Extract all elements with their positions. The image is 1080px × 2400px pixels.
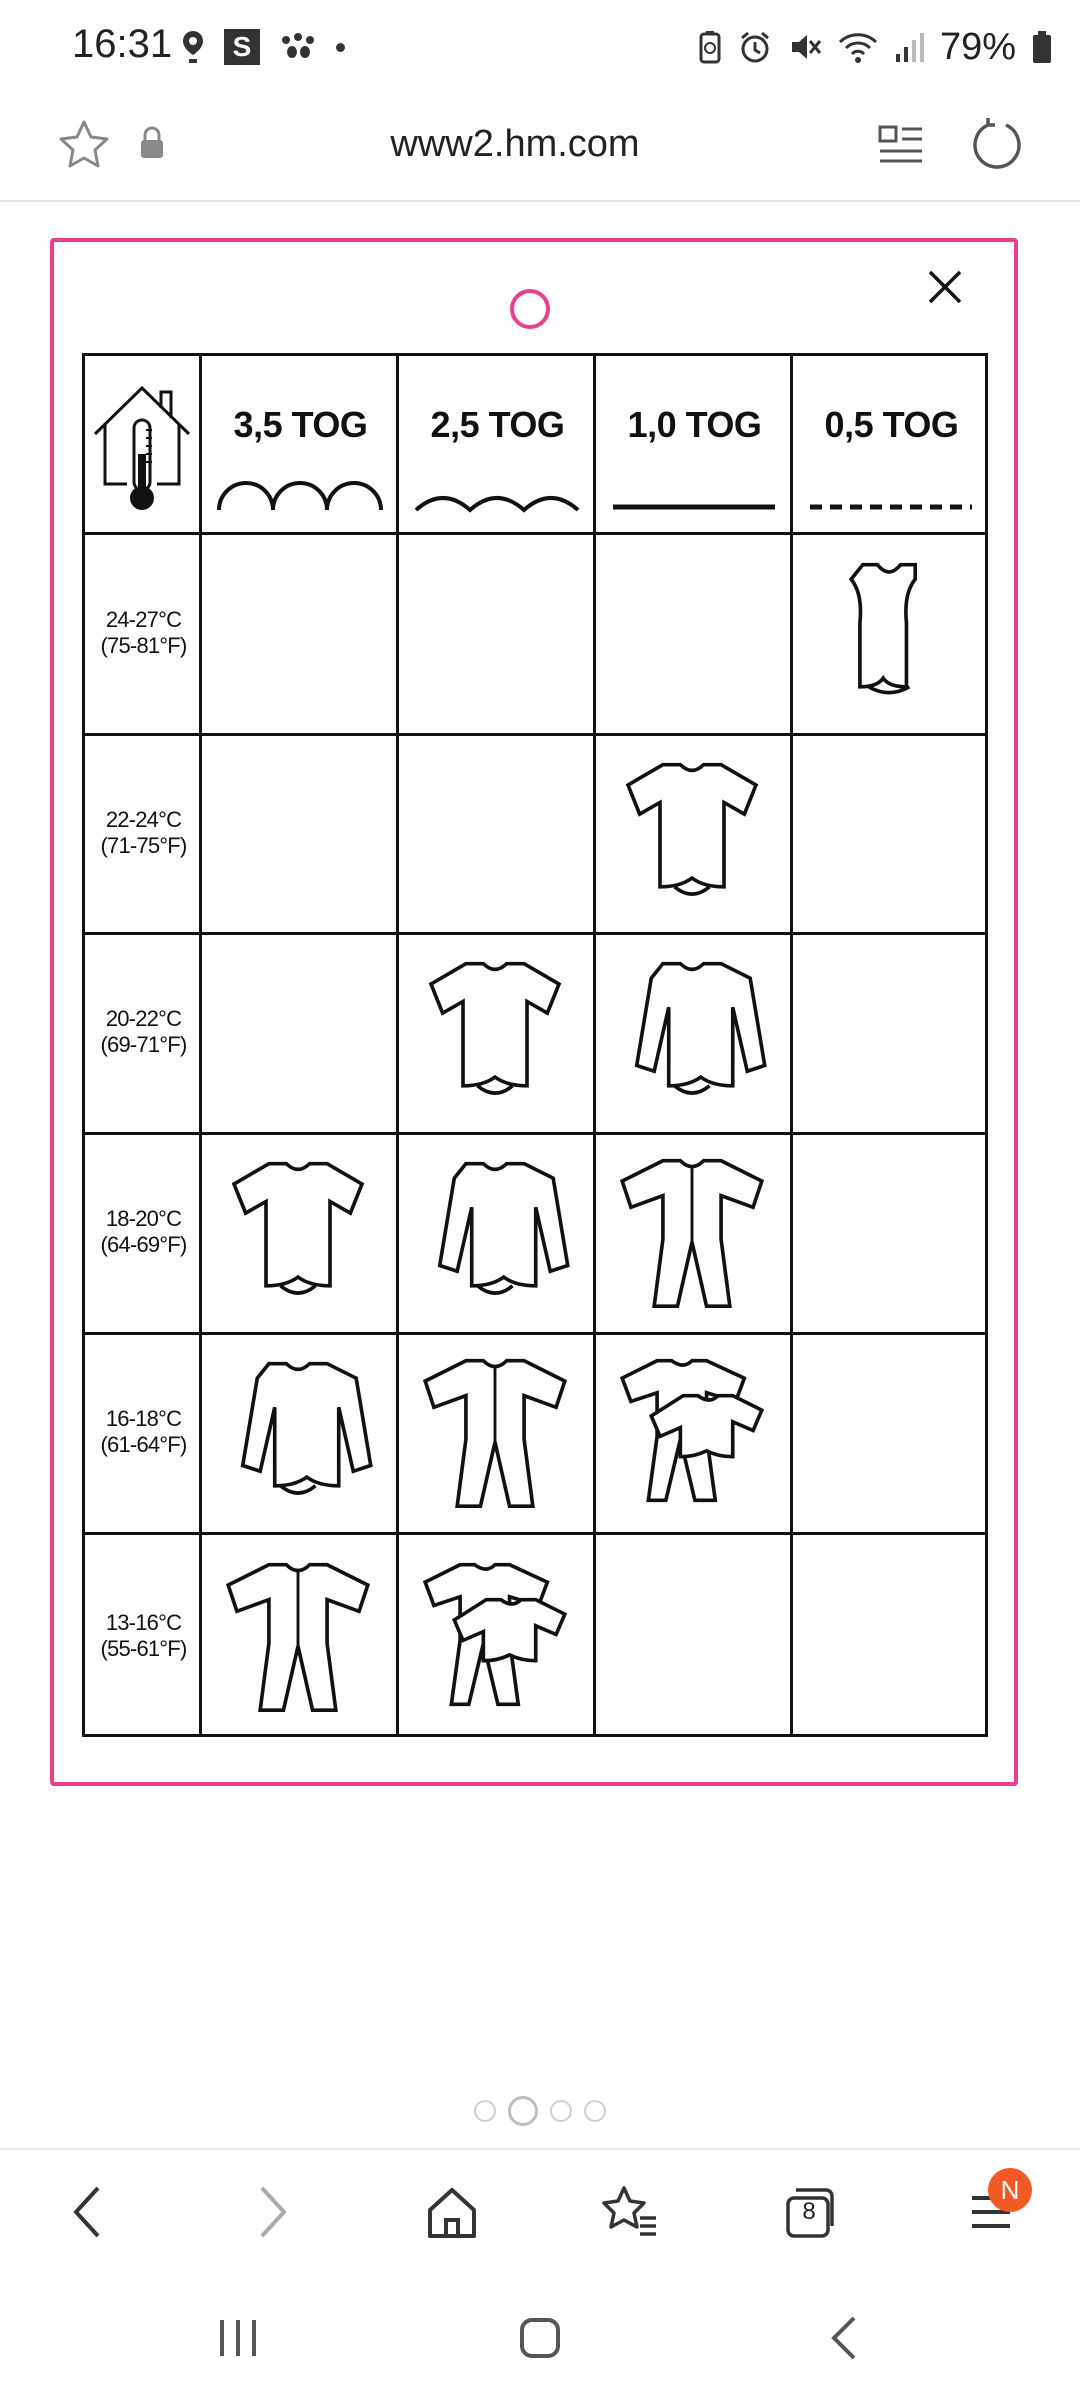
grid-line <box>85 932 985 935</box>
temp-fahrenheit: (61-64°F) <box>100 1432 187 1457</box>
reader-mode-icon[interactable] <box>876 117 926 173</box>
sleepsuit-and-bodysuit-icon <box>420 1556 570 1716</box>
pager-dot-active[interactable] <box>508 2096 538 2126</box>
mute-icon <box>788 30 822 64</box>
reload-icon[interactable] <box>970 115 1026 175</box>
grid-line <box>85 733 985 736</box>
long-sleeve-bodysuit-icon <box>223 1352 373 1512</box>
grid-line <box>593 356 596 1734</box>
battery-percent: 79% <box>939 25 1016 68</box>
temp-celsius: 13-16°C <box>105 1610 182 1635</box>
status-time: 16:31 <box>72 22 173 66</box>
pager-dot[interactable] <box>474 2100 496 2122</box>
temp-label <box>85 1610 202 1662</box>
temp-celsius: 16-18°C <box>105 1406 182 1431</box>
column-header: 1,0 TOG <box>627 404 762 445</box>
grid-line <box>396 356 399 1734</box>
temp-label <box>85 1406 202 1458</box>
temp-celsius: 20-22°C <box>105 1006 182 1031</box>
temp-fahrenheit: (55-61°F) <box>100 1636 187 1661</box>
tog-10-indicator <box>609 474 779 514</box>
temp-fahrenheit: (69-71°F) <box>100 1032 187 1057</box>
home-icon[interactable] <box>424 2182 480 2242</box>
status-bar <box>0 0 1080 95</box>
sleeveless-bodysuit-icon <box>814 553 964 713</box>
sleepsuit-and-bodysuit-icon <box>617 1352 767 1512</box>
tab-count: 8 <box>802 2198 816 2225</box>
temp-fahrenheit: (64-69°F) <box>100 1232 187 1257</box>
grid-line <box>85 532 985 535</box>
recent-apps-icon[interactable] <box>216 2316 260 2360</box>
long-sleeve-bodysuit-icon <box>420 1152 570 1312</box>
home-button-icon[interactable] <box>518 2316 562 2360</box>
battery-icon <box>1032 30 1052 64</box>
loading-ring <box>510 289 550 329</box>
location-icon <box>180 29 206 65</box>
pager-dot[interactable] <box>550 2100 572 2122</box>
browser-toolbar <box>0 2148 1080 2276</box>
forward-icon[interactable] <box>250 2182 294 2242</box>
sleepsuit-icon <box>223 1556 373 1716</box>
url-bar <box>0 95 1080 202</box>
menu-badge: N <box>988 2168 1032 2212</box>
column-header: 3,5 TOG <box>233 404 368 445</box>
wifi-icon <box>838 30 878 64</box>
tog-35-indicator <box>215 474 385 514</box>
signal-icon <box>894 30 924 64</box>
system-navigation-bar <box>0 2276 1080 2400</box>
back-icon[interactable] <box>66 2182 110 2242</box>
short-sleeve-bodysuit-icon <box>420 952 570 1112</box>
back-button-icon[interactable] <box>826 2314 860 2362</box>
sleepsuit-icon <box>617 1152 767 1312</box>
temp-label <box>85 1006 202 1058</box>
paw-icon <box>278 32 318 62</box>
temp-fahrenheit: (71-75°F) <box>100 832 187 858</box>
grid-line <box>85 1532 985 1535</box>
house-thermometer-icon <box>89 374 195 514</box>
grid-line <box>790 356 793 1734</box>
alarm-icon <box>738 30 772 64</box>
sleepsuit-icon <box>420 1352 570 1512</box>
temp-label <box>85 607 202 659</box>
long-sleeve-bodysuit-icon <box>617 952 767 1112</box>
column-header: 0,5 TOG <box>824 404 959 445</box>
temp-celsius: 18-20°C <box>105 1206 182 1231</box>
pager-dots <box>0 2096 1080 2126</box>
status-left-icons <box>180 24 345 70</box>
temp-label <box>85 807 202 859</box>
column-header: 2,5 TOG <box>430 404 565 445</box>
grid-line <box>85 1132 985 1135</box>
status-right-icons <box>698 22 1052 72</box>
bookmarks-icon[interactable] <box>600 2182 660 2242</box>
battery-saver-icon <box>698 30 722 64</box>
temp-fahrenheit: (75-81°F) <box>100 632 187 658</box>
tog-25-indicator <box>412 474 582 514</box>
temp-celsius: 22-24°C <box>105 806 182 832</box>
temp-celsius: 24-27°C <box>105 606 182 632</box>
close-icon[interactable] <box>920 262 970 312</box>
notification-dot <box>336 43 345 52</box>
tog-05-indicator <box>806 474 976 514</box>
temp-label <box>85 1206 202 1258</box>
short-sleeve-bodysuit-icon <box>223 1152 373 1312</box>
url-text[interactable]: www2.hm.com <box>390 123 640 165</box>
s-app-icon: S <box>224 29 260 65</box>
short-sleeve-bodysuit-icon <box>617 753 767 913</box>
pager-dot[interactable] <box>584 2100 606 2122</box>
grid-line <box>85 1332 985 1335</box>
tog-chart-table <box>82 353 988 1737</box>
